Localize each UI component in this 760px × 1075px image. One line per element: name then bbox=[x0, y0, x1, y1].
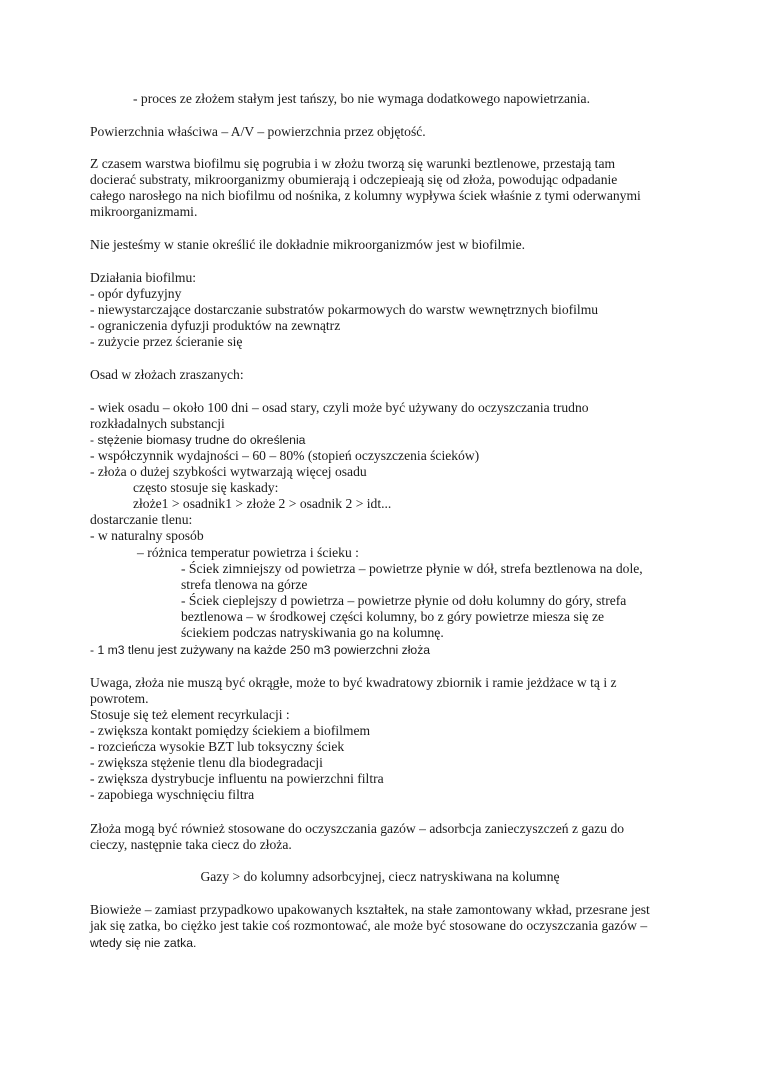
text-line: - zwiększa kontakt pomiędzy ściekiem a biofilmem bbox=[90, 723, 371, 738]
text-line: Biowieże – zamiast przypadkowo upakowanych kształtek, na stałe zamontowany wkład, przesrane jest bbox=[90, 902, 650, 917]
text-line: docierać substraty, mikroorganizmy obumierają i odczepieają się od złoża, powodując odpadanie bbox=[90, 172, 618, 187]
text-line: - niewystarczające dostarczanie substratów pokarmowych do warstw wewnętrznych biofilmu bbox=[90, 302, 599, 317]
text-line: Osad w złożach zraszanych: bbox=[90, 367, 244, 382]
text-line: rozkładalnych substancji bbox=[90, 416, 225, 431]
text-line: - złoża o dużej szybkości wytwarzają więcej osadu bbox=[90, 464, 367, 479]
text-line: - zużycie przez ścieranie się bbox=[90, 334, 243, 349]
text-line: - 1 m3 tlenu jest zużywany na każde 250 m3 powierzchni złoża bbox=[90, 643, 431, 657]
text-line: – różnica temperatur powietrza i ścieku : bbox=[137, 545, 359, 560]
text-line: - w naturalny sposób bbox=[90, 528, 204, 543]
text-line: mikroorganizmami. bbox=[90, 204, 198, 219]
text-line: Stosuje się też element recyrkulacji : bbox=[90, 707, 290, 722]
text-line: - proces ze złożem stałym jest tańszy, bo nie wymaga dodatkowego napowietrzania. bbox=[133, 91, 590, 106]
text-line: - rozcieńcza wysokie BZT lub toksyczny ściek bbox=[90, 739, 345, 754]
text-line: Działania biofilmu: bbox=[90, 270, 197, 285]
text-line: całego narosłego na nich biofilmu od nośnika, z kolumny wypływa ściek właśnie z tymi oderwanymi bbox=[90, 188, 641, 203]
text-line: - Ściek cieplejszy d powietrza – powietrze płynie od dołu kolumny do góry, strefa bbox=[181, 593, 627, 608]
text-line: - zwiększa stężenie tlenu dla biodegradacji bbox=[90, 755, 323, 770]
text-line: ściekiem podczas natryskiwania go na kolumnę. bbox=[181, 625, 444, 640]
text-line: - stężenie biomasy trudne do określenia bbox=[90, 433, 306, 447]
text-line: Z czasem warstwa biofilmu się pogrubia i w złożu tworzą się warunki beztlenowe, przestają tam bbox=[90, 156, 616, 171]
text-line: Gazy > do kolumny adsorbcyjnej, ciecz natryskiwana na kolumnę bbox=[200, 869, 560, 884]
text-line: - zapobiega wyschnięciu filtra bbox=[90, 787, 255, 802]
text-line: wtedy się nie zatka. bbox=[90, 936, 197, 950]
text-line: beztlenowa – w środkowej części kolumny, bo z góry powietrze miesza się ze bbox=[181, 609, 605, 624]
text-line: Nie jesteśmy w stanie określić ile dokładnie mikroorganizmów jest w biofilmie. bbox=[90, 237, 526, 252]
text-line: - wiek osadu – około 100 dni – osad stary, czyli może być używany do oczyszczania trudno bbox=[90, 400, 589, 415]
text-line: - współczynnik wydajności – 60 – 80% (stopień oczyszczenia ścieków) bbox=[90, 448, 480, 463]
text-line: - Ściek zimniejszy od powietrza – powietrze płynie w dół, strefa beztlenowa na dole, bbox=[181, 561, 643, 576]
text-line: Uwaga, złoża nie muszą być okrągłe, może to być kwadratowy zbiornik i ramie jeżdżace w tą i z bbox=[90, 675, 617, 690]
text-line: Złoża mogą być również stosowane do oczyszczania gazów – adsorbcja zanieczyszczeń z gazu do bbox=[90, 821, 625, 836]
text-line: - zwiększa dystrybucje influentu na powierzchni filtra bbox=[90, 771, 384, 786]
text-line: dostarczanie tlenu: bbox=[90, 512, 193, 527]
text-line: - ograniczenia dyfuzji produktów na zewnątrz bbox=[90, 318, 341, 333]
text-line: często stosuje się kaskady: bbox=[133, 480, 279, 495]
text-line: - opór dyfuzyjny bbox=[90, 286, 182, 301]
text-line: złoże1 > osadnik1 > złoże 2 > osadnik 2 > idt... bbox=[133, 496, 392, 511]
text-line: cieczy, następnie taka ciecz do złoża. bbox=[90, 837, 292, 852]
text-line: powrotem. bbox=[90, 691, 149, 706]
text-line: strefa tlenowa na górze bbox=[181, 577, 308, 592]
text-line: Powierzchnia właściwa – A/V – powierzchnia przez objętość. bbox=[90, 124, 426, 139]
text-line: jak się zatka, bo ciężko jest takie coś rozmontować, ale może być stosowane do oczyszczania gazów – bbox=[90, 918, 648, 933]
